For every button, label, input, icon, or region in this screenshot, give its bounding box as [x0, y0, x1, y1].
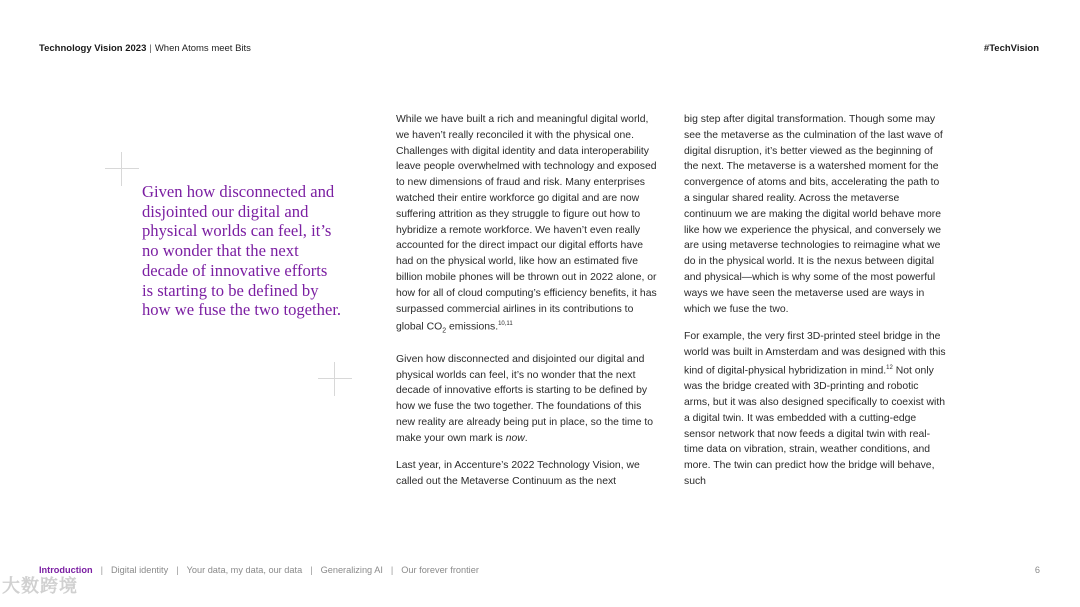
watermark: 大数跨境	[2, 576, 78, 596]
footer-nav-generalizing-ai[interactable]: Generalizing AI	[320, 565, 383, 575]
page-number: 6	[1034, 565, 1040, 575]
pull-quote: Given how disconnected and disjointed our digital and physical worlds can feel, it’s no wonder that the next decade of innovative efforts is starting to be defined by how we fuse the two together.	[142, 182, 342, 320]
paragraph: For example, the very first 3D-printed steel bridge in the world was built in Amsterdam and was designed with this kind of digital-physical hybridization in mind.$^{12}$ Not only was the bridge created with 3D-printing and robotic arms, but it was also designed specifically to coexist with a digital twin. It was embedded with a cutting-edge sensor network that now feeds a digital twin with real-time data on vibration, strain, weather conditions, and more. The twin can predict how the bridge will behave, such	[684, 331, 946, 487]
paragraph: While we have built a rich and meaningful digital world, we haven’t really reconciled it with the physical one. Challenges with digital identity and data interoperability leave people overwhelmed with technology and exposed to new dimensions of fraud and risk. Many enterprises watched their entire workforce go digital and are now suffering attrition as they struggle to figure out how to hybridize a remote workforce. We haven’t even really accounted for the direct impact our digital efforts have had on the physical world, like how an estimated five billion mobile phones will be thrown out in 2022 alone, or how for all of cloud computing’s efficiency benefits, it has surpassed commercial airlines in its contributions to global $CO_2$ emissions.$^{10,11}$	[396, 114, 657, 335]
body-column-1	[396, 112, 658, 502]
footer-nav-your-data[interactable]: Your data, my data, our data	[186, 565, 303, 575]
footnote-ref[interactable]: 10,11	[498, 321, 513, 328]
header-brand: Technology Vision 2023	[39, 43, 147, 54]
header-hashtag: #TechVision	[983, 43, 1039, 54]
footer-nav-introduction[interactable]: Introduction	[39, 565, 93, 575]
header-separator: |	[149, 43, 152, 54]
body-column-2	[684, 112, 946, 502]
crosshair-decoration-bottom	[318, 362, 352, 396]
footer-nav-digital-identity[interactable]: Digital identity	[110, 565, 169, 575]
header-subtitle: When Atoms meet Bits	[154, 43, 251, 54]
paragraph: Last year, in Accenture’s 2022 Technology Vision, we called out the Metaverse Continuum as the next	[396, 460, 640, 488]
footer-nav-forever-frontier[interactable]: Our forever frontier	[401, 565, 479, 575]
paragraph: Given how disconnected and disjointed our digital and physical worlds can feel, it’s no wonder that the next decade of innovative efforts is starting to be defined by how we fuse the two together. The foundations of this new reality are already being put in place, so the time to make your own mark is now.	[396, 353, 654, 444]
footnote-ref[interactable]: 12	[886, 364, 893, 371]
footer-nav: Introduction | Digital identity | Your data, my data, our data | Generalizing AI | Our forever frontier	[39, 565, 479, 575]
paragraph: big step after digital transformation. Though some may see the metaverse as the culmination of the last wave of digital disruption, it’s better viewed as the beginning of the next. The metaverse is a watershed moment for the convergence of atoms and bits, accelerating the path to a singular shared reality. Across the metaverse continuum we are making the digital world behave more like how we experience the physical, and conversely we are using metaverse technologies to reimagine what we do in the physical world. It is the nexus between digital and physical—which is why some of the most powerful ways we have seen the metaverse used are ways in which we fuse the two.	[684, 114, 943, 315]
header-title	[39, 43, 251, 54]
crosshair-decoration-top	[105, 152, 139, 186]
